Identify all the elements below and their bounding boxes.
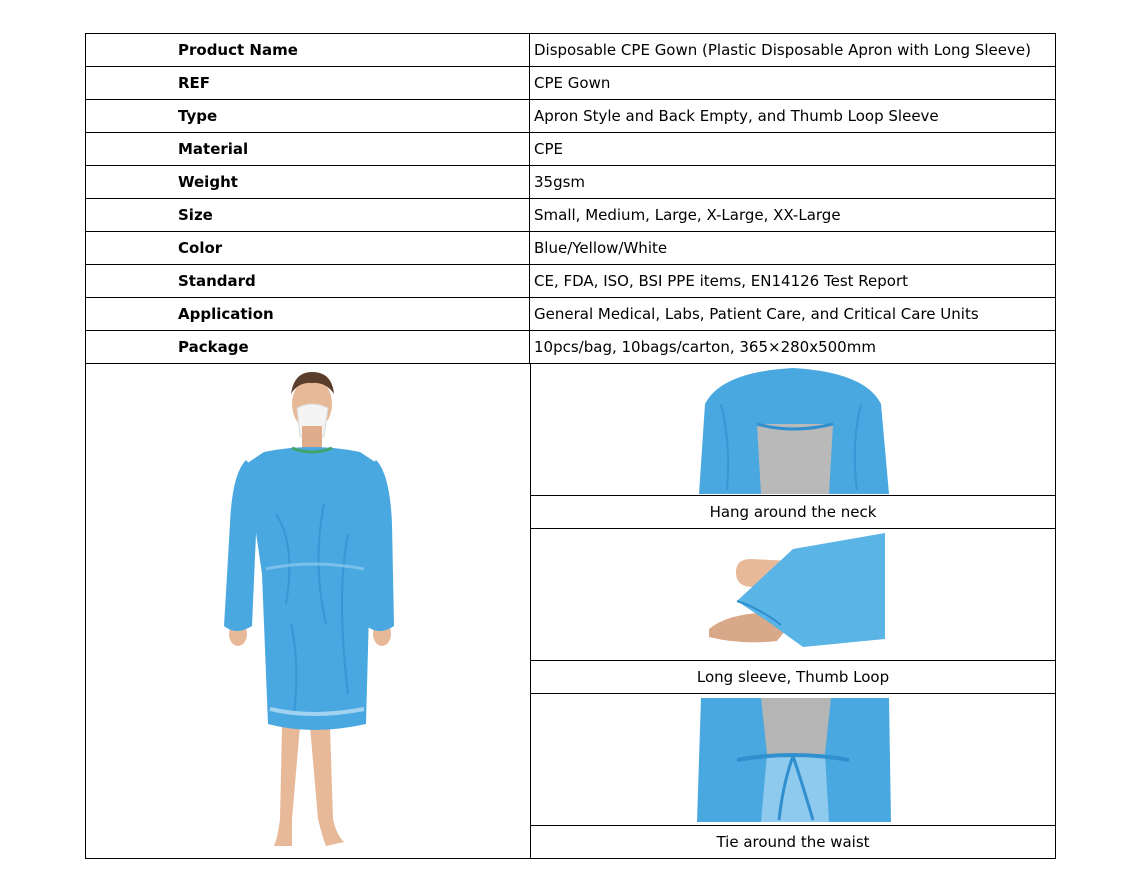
spec-value: CPE Gown	[534, 74, 611, 92]
spec-value: Disposable CPE Gown (Plastic Disposable Apron with Long Sleeve)	[534, 41, 1031, 59]
spec-value: Blue/Yellow/White	[534, 239, 668, 257]
sleeve-detail-photo	[531, 529, 1055, 661]
spec-value: General Medical, Labs, Patient Care, and Critical Care Units	[534, 305, 979, 323]
sleeve-detail-illustration	[531, 529, 1055, 661]
spec-row-product-name	[86, 34, 1055, 67]
spec-label: Color	[86, 232, 530, 264]
spec-row-application	[86, 298, 1055, 331]
spec-row-package	[86, 331, 1055, 364]
spec-row-color	[86, 232, 1055, 265]
spec-label: REF	[86, 67, 530, 99]
spec-label: Product Name	[86, 34, 530, 66]
spec-label: Application	[86, 298, 530, 330]
spec-value: Apron Style and Back Empty, and Thumb Loop Sleeve	[534, 107, 939, 125]
waist-detail-photo	[531, 694, 1055, 826]
spec-value: Small, Medium, Large, X-Large, XX-Large	[534, 206, 841, 224]
caption-sleeve: Long sleeve, Thumb Loop	[531, 661, 1055, 694]
spec-row-size	[86, 199, 1055, 232]
spec-label: Size	[86, 199, 530, 231]
spec-table	[85, 33, 1056, 859]
neck-detail-illustration	[531, 364, 1055, 496]
mannequin-gown-illustration	[86, 364, 530, 858]
neck-detail-photo	[531, 364, 1055, 496]
spec-label: Material	[86, 133, 530, 165]
spec-label: Standard	[86, 265, 530, 297]
gown-full-body-photo	[86, 364, 531, 858]
waist-detail-illustration	[531, 694, 1055, 826]
spec-value: 35gsm	[534, 173, 586, 191]
caption-waist: Tie around the waist	[716, 833, 870, 851]
spec-label: Package	[86, 331, 530, 363]
spec-value: 10pcs/bag, 10bags/carton, 365×280x500mm	[534, 338, 876, 356]
caption-neck: Hang around the neck	[531, 496, 1055, 529]
spec-row-type	[86, 100, 1055, 133]
spec-value: CE, FDA, ISO, BSI PPE items, EN14126 Test Report	[534, 272, 909, 290]
spec-row-standard	[86, 265, 1055, 298]
spec-row-material	[86, 133, 1055, 166]
spec-value: CPE	[534, 140, 563, 158]
spec-row-ref	[86, 67, 1055, 100]
spec-label: Weight	[86, 166, 530, 198]
spec-row-weight	[86, 166, 1055, 199]
spec-label: Type	[86, 100, 530, 132]
detail-column	[531, 364, 1055, 858]
